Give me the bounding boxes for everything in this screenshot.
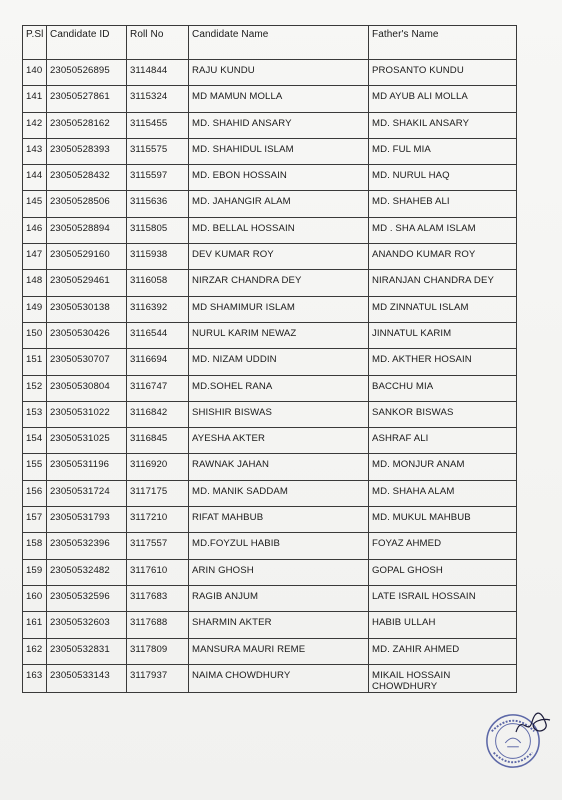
cell-roll-no: 3116920: [127, 454, 189, 480]
table-row: [23, 428, 517, 454]
cell-candidate-id: 23050529160: [47, 244, 127, 270]
cell-psl: 155: [23, 454, 47, 480]
cell-candidate-id: 23050531025: [47, 428, 127, 454]
cell-candidate-id: 23050530426: [47, 322, 127, 348]
cell-psl: 161: [23, 612, 47, 638]
cell-roll-no: 3117557: [127, 533, 189, 559]
cell-fathers-name: MD. SHAHA ALAM: [369, 480, 517, 506]
table-row: [23, 375, 517, 401]
cell-roll-no: 3116842: [127, 401, 189, 427]
cell-candidate-id: 23050528432: [47, 165, 127, 191]
cell-roll-no: 3117610: [127, 559, 189, 585]
cell-candidate-name: RAWNAK JAHAN: [189, 454, 369, 480]
cell-fathers-name: ANANDO KUMAR ROY: [369, 244, 517, 270]
cell-candidate-id: 23050528393: [47, 138, 127, 164]
cell-psl: 159: [23, 559, 47, 585]
table-row: [23, 217, 517, 243]
cell-roll-no: 3116747: [127, 375, 189, 401]
table-row: [23, 507, 517, 533]
cell-fathers-name: MD . SHA ALAM ISLAM: [369, 217, 517, 243]
cell-psl: 144: [23, 165, 47, 191]
cell-candidate-id: 23050529461: [47, 270, 127, 296]
table-row: [23, 296, 517, 322]
cell-fathers-name: MD. AKTHER HOSAIN: [369, 349, 517, 375]
cell-candidate-name: RAGIB ANJUM: [189, 585, 369, 611]
cell-psl: 151: [23, 349, 47, 375]
cell-candidate-name: MD. EBON HOSSAIN: [189, 165, 369, 191]
cell-candidate-name: MD. SHAHIDUL ISLAM: [189, 138, 369, 164]
table-row: [23, 138, 517, 164]
cell-psl: 156: [23, 480, 47, 506]
cell-fathers-name: MD ZINNATUL ISLAM: [369, 296, 517, 322]
cell-candidate-id: 23050531022: [47, 401, 127, 427]
table-row: [23, 112, 517, 138]
table-row: [23, 533, 517, 559]
signature-scribble: [512, 710, 552, 740]
cell-roll-no: 3117937: [127, 664, 189, 692]
cell-candidate-id: 23050531196: [47, 454, 127, 480]
cell-candidate-id: 23050528162: [47, 112, 127, 138]
table-row: [23, 270, 517, 296]
cell-candidate-name: DEV KUMAR ROY: [189, 244, 369, 270]
cell-candidate-id: 23050528506: [47, 191, 127, 217]
cell-roll-no: 3117688: [127, 612, 189, 638]
table-row: [23, 585, 517, 611]
cell-candidate-id: 23050533143: [47, 664, 127, 692]
cell-candidate-name: MD MAMUN MOLLA: [189, 86, 369, 112]
table-row: [23, 244, 517, 270]
cell-psl: 147: [23, 244, 47, 270]
table-body: [23, 60, 517, 693]
cell-psl: 143: [23, 138, 47, 164]
cell-fathers-name: MD. MUKUL MAHBUB: [369, 507, 517, 533]
cell-roll-no: 3116544: [127, 322, 189, 348]
cell-candidate-name: SHISHIR BISWAS: [189, 401, 369, 427]
cell-psl: 160: [23, 585, 47, 611]
cell-roll-no: 3115324: [127, 86, 189, 112]
table-row: [23, 638, 517, 664]
cell-psl: 140: [23, 60, 47, 86]
cell-psl: 142: [23, 112, 47, 138]
table-row: [23, 349, 517, 375]
cell-candidate-id: 23050532603: [47, 612, 127, 638]
header-row: [23, 26, 517, 60]
cell-psl: 154: [23, 428, 47, 454]
table-row: [23, 60, 517, 86]
cell-candidate-name: MD. SHAHID ANSARY: [189, 112, 369, 138]
cell-fathers-name: MD. SHAKIL ANSARY: [369, 112, 517, 138]
cell-fathers-name: ASHRAF ALI: [369, 428, 517, 454]
cell-psl: 158: [23, 533, 47, 559]
cell-roll-no: 3116845: [127, 428, 189, 454]
cell-candidate-name: MD. BELLAL HOSSAIN: [189, 217, 369, 243]
cell-fathers-name: GOPAL GHOSH: [369, 559, 517, 585]
cell-fathers-name: JINNATUL KARIM: [369, 322, 517, 348]
cell-psl: 153: [23, 401, 47, 427]
cell-candidate-id: 23050530804: [47, 375, 127, 401]
header-candidate-id: Candidate ID: [47, 26, 127, 60]
cell-roll-no: 3116392: [127, 296, 189, 322]
cell-roll-no: 3117809: [127, 638, 189, 664]
table-header: [23, 26, 517, 60]
cell-psl: 157: [23, 507, 47, 533]
table-row: [23, 454, 517, 480]
cell-roll-no: 3117683: [127, 585, 189, 611]
cell-candidate-id: 23050532596: [47, 585, 127, 611]
cell-candidate-name: NAIMA CHOWDHURY: [189, 664, 369, 692]
cell-candidate-name: MD.SOHEL RANA: [189, 375, 369, 401]
table-row: [23, 86, 517, 112]
cell-candidate-name: MANSURA MAURI REME: [189, 638, 369, 664]
cell-candidate-name: RIFAT MAHBUB: [189, 507, 369, 533]
cell-fathers-name: LATE ISRAIL HOSSAIN: [369, 585, 517, 611]
cell-candidate-id: 23050531793: [47, 507, 127, 533]
cell-candidate-id: 23050532831: [47, 638, 127, 664]
cell-candidate-name: ARIN GHOSH: [189, 559, 369, 585]
cell-fathers-name: MIKAIL HOSSAIN CHOWDHURY: [369, 664, 517, 692]
cell-roll-no: 3115805: [127, 217, 189, 243]
cell-candidate-name: MD SHAMIMUR ISLAM: [189, 296, 369, 322]
cell-psl: 150: [23, 322, 47, 348]
cell-roll-no: 3115455: [127, 112, 189, 138]
cell-candidate-name: MD. MANIK SADDAM: [189, 480, 369, 506]
cell-fathers-name: HABIB ULLAH: [369, 612, 517, 638]
cell-roll-no: 3115575: [127, 138, 189, 164]
header-fathers-name: Father's Name: [369, 26, 517, 60]
cell-candidate-name: MD. JAHANGIR ALAM: [189, 191, 369, 217]
table-row: [23, 559, 517, 585]
table-row: [23, 191, 517, 217]
cell-roll-no: 3114844: [127, 60, 189, 86]
cell-candidate-id: 23050530138: [47, 296, 127, 322]
header-candidate-name: Candidate Name: [189, 26, 369, 60]
cell-psl: 148: [23, 270, 47, 296]
candidate-table: [22, 25, 517, 693]
cell-psl: 162: [23, 638, 47, 664]
cell-candidate-name: NIRZAR CHANDRA DEY: [189, 270, 369, 296]
cell-psl: 146: [23, 217, 47, 243]
cell-candidate-id: 23050531724: [47, 480, 127, 506]
table-row: [23, 401, 517, 427]
cell-candidate-id: 23050530707: [47, 349, 127, 375]
table-row: [23, 480, 517, 506]
cell-roll-no: 3115938: [127, 244, 189, 270]
cell-fathers-name: MD. ZAHIR AHMED: [369, 638, 517, 664]
cell-candidate-name: RAJU KUNDU: [189, 60, 369, 86]
cell-fathers-name: SANKOR BISWAS: [369, 401, 517, 427]
cell-candidate-name: MD. NIZAM UDDIN: [189, 349, 369, 375]
cell-candidate-id: 23050532482: [47, 559, 127, 585]
cell-candidate-id: 23050528894: [47, 217, 127, 243]
cell-psl: 141: [23, 86, 47, 112]
cell-roll-no: 3117175: [127, 480, 189, 506]
cell-roll-no: 3117210: [127, 507, 189, 533]
table-row: [23, 165, 517, 191]
table-row: [23, 664, 517, 692]
cell-roll-no: 3116694: [127, 349, 189, 375]
cell-roll-no: 3116058: [127, 270, 189, 296]
cell-fathers-name: MD. MONJUR ANAM: [369, 454, 517, 480]
cell-psl: 152: [23, 375, 47, 401]
table-row: [23, 612, 517, 638]
cell-fathers-name: MD. SHAHEB ALI: [369, 191, 517, 217]
table-row: [23, 322, 517, 348]
cell-psl: 145: [23, 191, 47, 217]
cell-psl: 149: [23, 296, 47, 322]
header-psl: P.Sl: [23, 26, 47, 60]
cell-candidate-id: 23050527861: [47, 86, 127, 112]
cell-candidate-name: SHARMIN AKTER: [189, 612, 369, 638]
cell-fathers-name: MD. NURUL HAQ: [369, 165, 517, 191]
cell-candidate-name: NURUL KARIM NEWAZ: [189, 322, 369, 348]
cell-fathers-name: BACCHU MIA: [369, 375, 517, 401]
header-roll-no: Roll No: [127, 26, 189, 60]
cell-fathers-name: MD AYUB ALI MOLLA: [369, 86, 517, 112]
cell-roll-no: 3115636: [127, 191, 189, 217]
cell-fathers-name: MD. FUL MIA: [369, 138, 517, 164]
cell-candidate-name: MD.FOYZUL HABIB: [189, 533, 369, 559]
cell-candidate-id: 23050526895: [47, 60, 127, 86]
cell-candidate-name: AYESHA AKTER: [189, 428, 369, 454]
cell-candidate-id: 23050532396: [47, 533, 127, 559]
cell-psl: 163: [23, 664, 47, 692]
cell-roll-no: 3115597: [127, 165, 189, 191]
cell-fathers-name: PROSANTO KUNDU: [369, 60, 517, 86]
cell-fathers-name: NIRANJAN CHANDRA DEY: [369, 270, 517, 296]
cell-fathers-name: FOYAZ AHMED: [369, 533, 517, 559]
